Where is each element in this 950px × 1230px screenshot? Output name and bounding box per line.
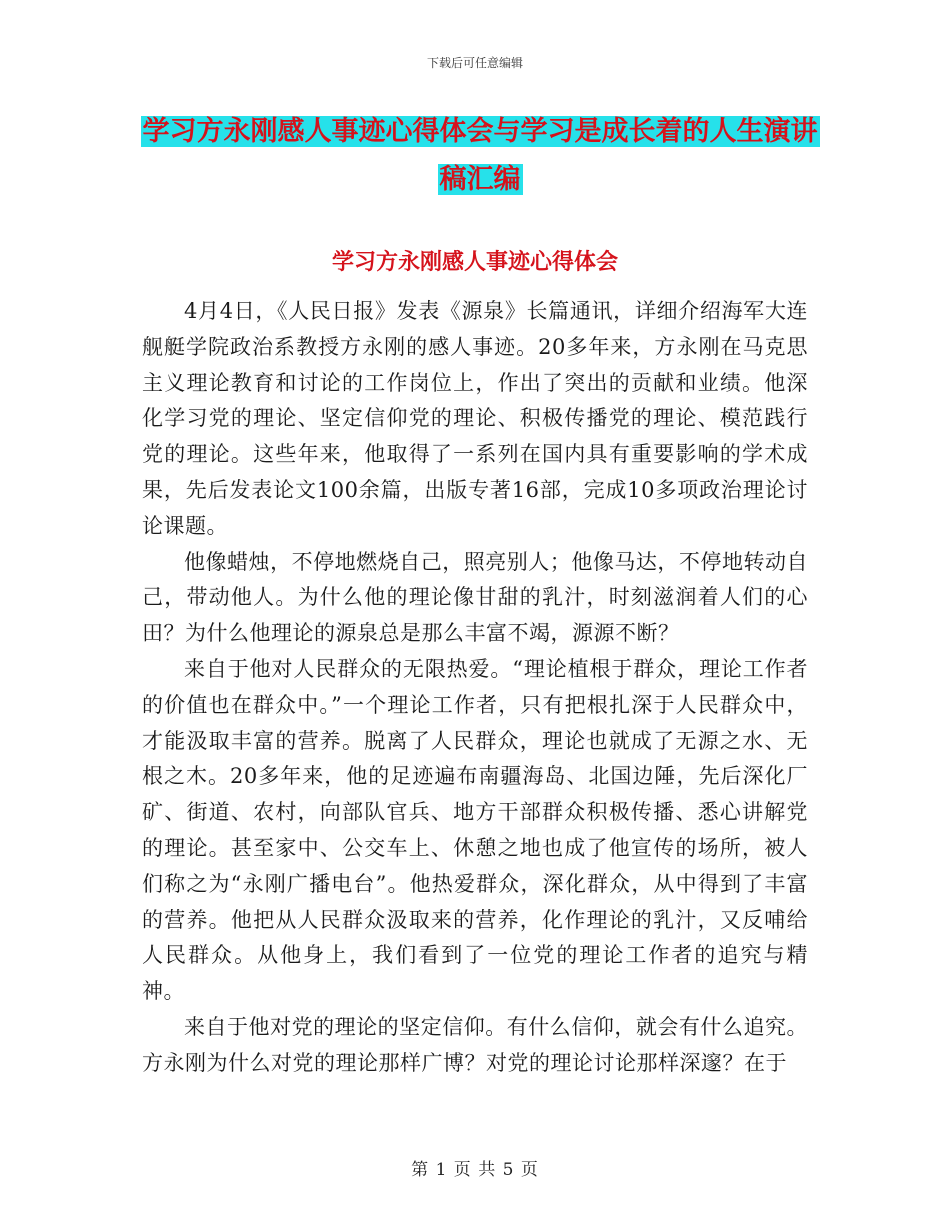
body-text <box>142 294 808 1082</box>
section-title: 学习方永刚感人事迹心得体会 <box>331 249 618 275</box>
paragraph: 4月4日，《人民日报》发表《源泉》长篇通讯，详细介绍海军大连舰艇学院政治系教授方永刚的感人事迹。20多年来，方永刚在马克思主义理论教育和讨论的工作岗位上，作出了突出的贡献和业绩。他深化学习党的理论、坚定信仰党的理论、积极传播党的理论、模范践行党的理论。这些年来，他取得了一系列在国内具有重要影响的学术成果，先后发表论文100余篇，出版专著16部，完成10多项政治理论讨论课题。 <box>142 299 808 538</box>
paragraph: 他像蜡烛，不停地燃烧自己，照亮别人；他像马达，不停地转动自己，带动他人。为什么他的理论像甘甜的乳汁，时刻滋润着人们的心田？为什么他理论的源泉总是那么丰富不竭，源源不断？ <box>142 549 808 646</box>
page-footer: 第 1 页 共 5 页 <box>411 1160 539 1180</box>
document-title <box>140 108 820 204</box>
paragraph: 来自于他对人民群众的无限热爱。“理论植根于群众，理论工作者的价值也在群众中。”一个理论工作者，只有把根扎深于人民群众中，才能汲取丰富的营养。脱离了人民群众，理论也就成了无源之水、无根之木。20多年来，他的足迹遍布南疆海岛、北国边陲，先后深化厂矿、街道、农村，向部队官兵、地方干部群众积极传播、悉心讲解党的理论。甚至家中、公交车上、休憩之地也成了他宣传的场所，被人们称之为“永刚广播电台”。他热爱群众，深化群众，从中得到了丰富的营养。他把从人民群众汲取来的营养，化作理论的乳汁，又反哺给人民群众。从他身上，我们看到了一位党的理论工作者的追究与精神。 <box>142 656 808 1004</box>
paragraph: 来自于他对党的理论的坚定信仰。有什么信仰，就会有什么追究。方永刚为什么对党的理论那样广博？对党的理论讨论那样深邃？在于 <box>142 1014 808 1075</box>
document-title-text: 学习方永刚感人事迹心得体会与学习是成长着的人生演讲稿汇编 <box>142 116 818 195</box>
header-note: 下载后可任意编辑 <box>426 56 523 70</box>
